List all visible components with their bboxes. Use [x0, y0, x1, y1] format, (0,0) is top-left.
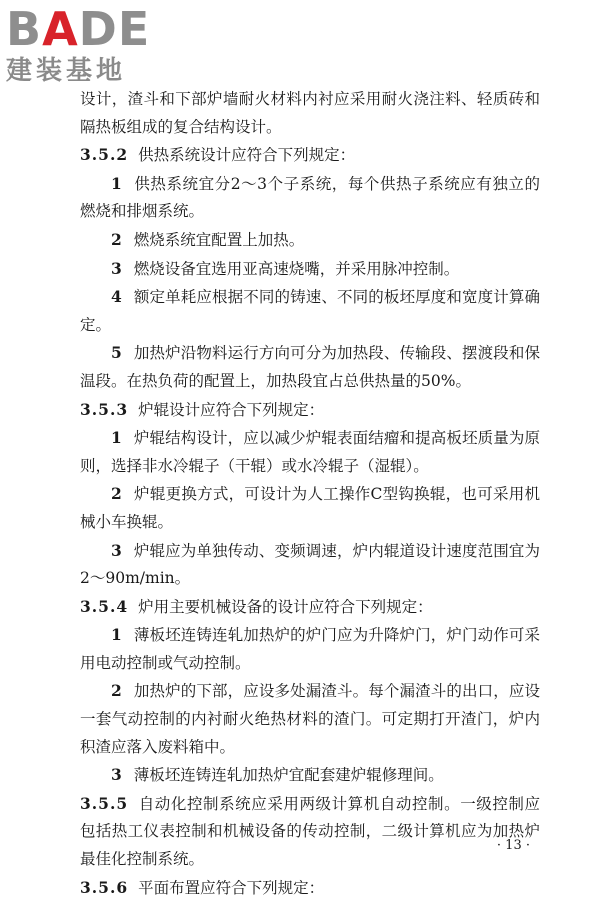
clause-number: 3.5.5 — [80, 793, 129, 813]
list-item — [80, 480, 540, 536]
logo-wordmark — [6, 4, 181, 54]
paragraph-text: 薄板坯连铸连轧加热炉的炉门应为升降炉门，炉门动作可采用电动控制或气动控制。 — [80, 626, 540, 672]
list-item — [80, 621, 540, 677]
logo-subtitle: 建装基地 — [6, 56, 127, 86]
paragraph-text: 炉辊更换方式，可设计为人工操作C型钩换辊，也可采用机械小车换辊。 — [80, 485, 540, 531]
paragraph-text: 炉辊应为单独传动、变频调速，炉内辊道设计速度范围宜为2～90m/min。 — [80, 541, 540, 588]
clause-number: 3.5.4 — [80, 596, 129, 616]
list-item — [80, 226, 540, 255]
paragraph-text: 炉辊结构设计，应以减少炉辊表面结瘤和提高板坯质量为原则，选择非水冷辊子（干辊）或水冷辊子（湿辊）。 — [80, 429, 540, 475]
item-number: 4 — [111, 287, 122, 307]
item-number: 5 — [111, 343, 122, 363]
item-number: 2 — [111, 229, 122, 249]
list-item — [80, 170, 540, 226]
paragraph-text: 供热系统设计应符合下列规定： — [138, 146, 356, 165]
logo-letter-b: B — [6, 2, 43, 56]
paragraph-text: 薄板坯连铸连轧加热炉宜配套建炉辊修理间。 — [133, 766, 444, 785]
clause-paragraph — [80, 874, 540, 902]
item-number: 1 — [111, 625, 122, 645]
paragraph-text: 平面布置应符合下列规定： — [138, 878, 325, 897]
paragraph-text: 燃烧系统宜配置上加热。 — [133, 230, 305, 249]
list-item — [80, 283, 540, 339]
clause-paragraph — [80, 396, 540, 425]
clause-number: 3.5.6 — [80, 877, 129, 897]
list-item — [80, 255, 540, 284]
item-number: 2 — [111, 484, 122, 504]
paragraph — [80, 86, 540, 141]
page-number: · 13 · — [496, 838, 530, 853]
item-number: 2 — [111, 681, 122, 701]
paragraph-text: 燃烧设备宜选用亚高速烧嘴，并采用脉冲控制。 — [133, 259, 460, 278]
logo-letter-a: A — [42, 2, 79, 56]
clause-number: 3.5.2 — [80, 145, 129, 165]
paragraph-text: 炉辊设计应符合下列规定： — [138, 400, 325, 419]
clause-number: 3.5.3 — [80, 399, 129, 419]
item-number: 3 — [111, 258, 122, 278]
list-item — [80, 677, 540, 761]
paragraph-text: 自动化控制系统应采用两级计算机自动控制。一级控制应包括热工仪表控制和机械设备的传动控制，二级计算机应为加热炉最佳化控制系统。 — [80, 794, 540, 869]
clause-paragraph — [80, 593, 540, 622]
list-item — [80, 761, 540, 790]
logo-letters-de: DE — [78, 2, 151, 56]
list-item — [80, 339, 540, 395]
paragraph-text: 供热系统宜分2～3个子系统，每个供热子系统应有独立的燃烧和排烟系统。 — [80, 174, 540, 221]
item-number: 1 — [111, 428, 122, 448]
clause-paragraph — [80, 790, 540, 874]
paragraph-text: 炉用主要机械设备的设计应符合下列规定： — [138, 597, 433, 616]
item-number: 1 — [111, 173, 122, 193]
paragraph-text: 设计，渣斗和下部炉墙耐火材料内衬应采用耐火浇注料、轻质砖和隔热板组成的复合结构设计。 — [80, 90, 540, 136]
list-item — [80, 537, 540, 593]
paragraph-text: 加热炉沿物料运行方向可分为加热段、传输段、摆渡段和保温段。在热负荷的配置上，加热段宜占总供热量的50%。 — [80, 344, 540, 390]
paragraph-text: 加热炉的下部，应设多处漏渣斗。每个漏渣斗的出口，应设一套气动控制的内衬耐火绝热材料的渣门。可定期打开渣门，炉内积渣应落入废料箱中。 — [80, 682, 540, 756]
item-number: 3 — [111, 540, 122, 560]
document-body — [80, 86, 540, 902]
paragraph-text: 额定单耗应根据不同的铸速、不同的板坯厚度和宽度计算确定。 — [80, 288, 540, 334]
bade-logo — [6, 4, 181, 90]
clause-paragraph — [80, 141, 540, 170]
list-item — [80, 424, 540, 480]
item-number: 3 — [111, 765, 122, 785]
